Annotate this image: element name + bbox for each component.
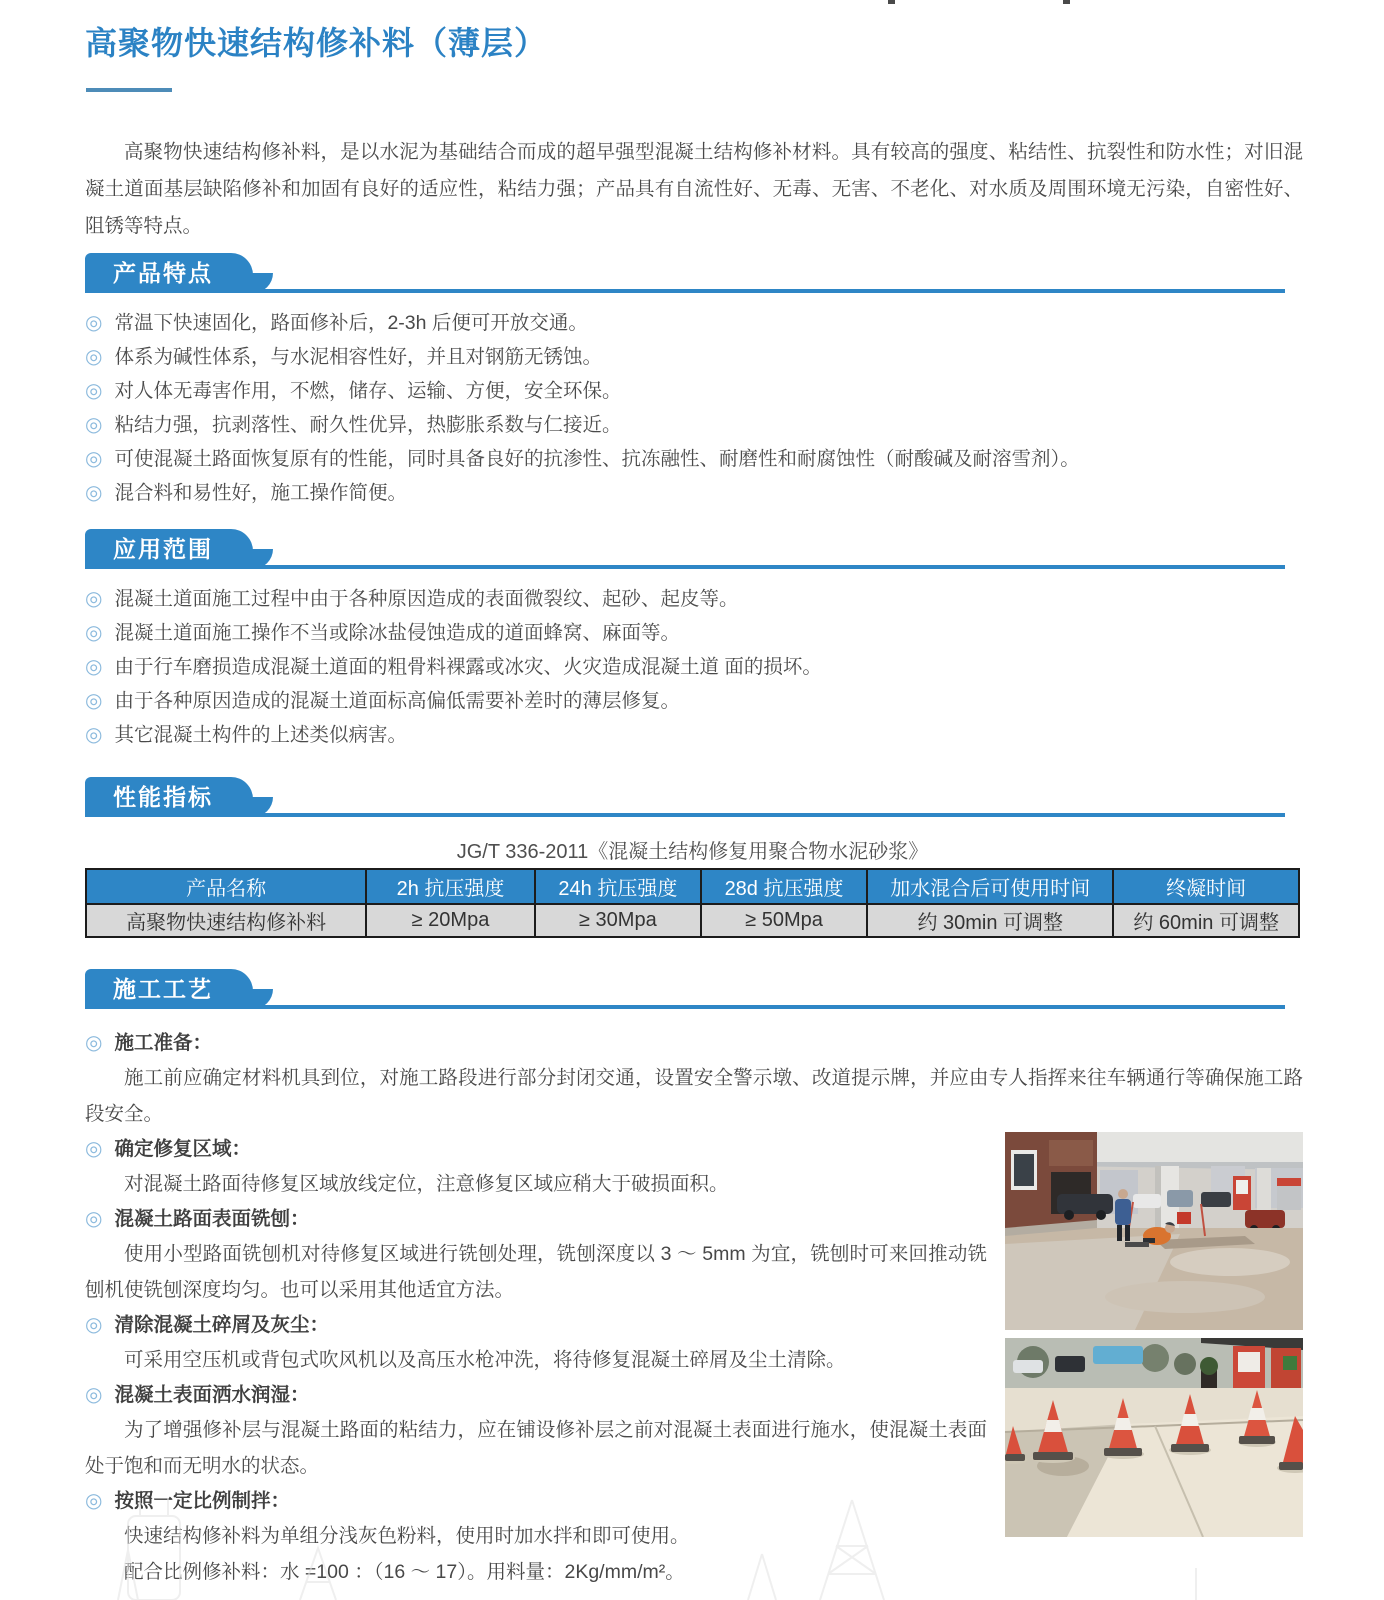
photo-traffic-cones-illustration [1005,1338,1303,1537]
bullet-icon: ◎ [85,312,103,334]
section-badge-performance: 性能指标 [85,777,253,817]
step-text: 对混凝土路面待修复区域放线定位，注意修复区域应稍大于破损面积。 [124,1173,729,1195]
step-label [85,1484,987,1518]
section-badge-applications: 应用范围 [85,529,253,569]
section-header-process [85,969,1285,1009]
section-header-applications [85,529,1285,569]
bullet-icon: ◎ [85,1384,103,1406]
process-content [85,1026,1303,1590]
list-item-text: 混凝土道面施工过程中由于各种原因造成的表面微裂纹、起砂、起皮等。 [114,588,739,610]
photo-pavement-repair-worksite [1005,1132,1303,1330]
list-item-text: 其它混凝土构件的上述类似病害。 [114,724,407,746]
list-item [85,650,1303,684]
section-badge-features: 产品特点 [85,253,253,293]
cropped-text-speck [888,0,895,4]
bullet-icon: ◎ [85,1314,103,1336]
list-item [85,306,1303,340]
section-rule [85,565,1285,569]
step-label [85,1132,987,1166]
list-item [85,616,1303,650]
step-text: 使用小型路面铣刨机对待修复区域进行铣刨处理，铣刨深度以 3 ～ 5mm 为宜，铣刨时可来回推动铣刨机使铣刨深度均匀。也可以采用其他适宜方法。 [85,1243,987,1301]
column-header: 终凝时间 [1113,869,1299,904]
column-header: 加水混合后可使用时间 [867,869,1113,904]
title-underline [86,88,172,92]
step-text: 施工前应确定材料机具到位，对施工路段进行部分封闭交通，设置安全警示墩、改道提示牌，并应由专人指挥来往车辆通行等确保施工路段安全。 [85,1067,1303,1125]
features-list [85,306,1303,510]
cropped-text-speck [1063,0,1070,4]
step-label-text: 施工准备： [114,1032,212,1054]
list-item [85,374,1303,408]
section-rule [85,289,1285,293]
bullet-icon: ◎ [85,380,103,402]
photo-pavement-repair-illustration [1005,1132,1303,1330]
list-item-text: 混合料和易性好，施工操作简便。 [114,482,407,504]
bullet-icon: ◎ [85,622,103,644]
list-item [85,684,1303,718]
step-text: 可采用空压机或背包式吹风机以及高压水枪冲洗，将待修复混凝土碎屑及尘土清除。 [124,1349,846,1371]
page-title: 高聚物快速结构修补料（薄层） [85,25,548,61]
table-header-row [86,869,1299,904]
section-rule [85,813,1285,817]
column-header: 产品名称 [86,869,366,904]
section-header-performance [85,777,1285,817]
bullet-icon: ◎ [85,690,103,712]
bullet-icon: ◎ [85,1138,103,1160]
column-header: 28d 抗压强度 [701,869,867,904]
list-item-text: 混凝土道面施工操作不当或除冰盐侵蚀造成的道面蜂窝、麻面等。 [114,622,680,644]
list-item [85,718,1303,752]
list-item-text: 粘结力强，抗剥落性、耐久性优异，热膨胀系数与仁接近。 [114,414,622,436]
list-item-text: 由于行车磨损造成混凝土道面的粗骨料裸露或冰灾、火灾造成混凝土道 面的损坏。 [114,656,822,678]
intro-paragraph: 高聚物快速结构修补料，是以水泥为基础结合而成的超早强型混凝土结构修补材料。具有较高的强度、粘结性、抗裂性和防水性；对旧混凝土道面基层缺陷修补和加固有良好的适应性，粘结力强；产品具有自流性好、无毒、无害、不老化、对水质及周围环境无污染，自密性好、阻锈等特点。 [85,141,1303,237]
table-cell: 约 30min 可调整 [867,904,1113,937]
section-rule [85,1005,1285,1009]
step-label [85,1202,987,1236]
list-item [85,442,1303,476]
list-item [85,582,1303,616]
bullet-icon: ◎ [85,656,103,678]
bullet-icon: ◎ [85,448,103,470]
photo-traffic-cones-closure [1005,1338,1303,1537]
section-badge-process: 施工工艺 [85,969,253,1009]
step-label-text: 确定修复区域： [114,1138,251,1160]
applications-list [85,582,1303,752]
table-cell: 高聚物快速结构修补料 [86,904,366,937]
step-label-text: 按照一定比例制拌： [114,1490,290,1512]
performance-table [85,868,1300,938]
list-item-text: 可使混凝土路面恢复原有的性能，同时具备良好的抗渗性、抗冻融性、耐磨性和耐腐蚀性（耐酸碱及耐溶雪剂）。 [114,448,1080,470]
table-cell: ≥ 20Mpa [366,904,535,937]
bullet-icon: ◎ [85,588,103,610]
bullet-icon: ◎ [85,482,103,504]
step-label-text: 混凝土路面表面铣刨： [114,1208,310,1230]
step-label [85,1308,987,1342]
bullet-icon: ◎ [85,414,103,436]
bullet-icon: ◎ [85,1208,103,1230]
table-caption: JG/T 336-2011《混凝土结构修复用聚合物水泥砂浆》 [456,841,929,863]
list-item [85,340,1303,374]
list-item [85,476,1303,510]
table-cell: ≥ 50Mpa [701,904,867,937]
bullet-icon: ◎ [85,724,103,746]
bullet-icon: ◎ [85,1490,103,1512]
column-header: 2h 抗压强度 [366,869,535,904]
list-item-text: 体系为碱性体系，与水泥相容性好，并且对钢筋无锈蚀。 [114,346,602,368]
list-item [85,408,1303,442]
step-label-text: 混凝土表面洒水润湿： [114,1384,310,1406]
step-label-text: 清除混凝土碎屑及灰尘： [114,1314,329,1336]
list-item-text: 常温下快速固化，路面修补后，2-3h 后便可开放交通。 [114,312,588,334]
table-cell: 约 60min 可调整 [1113,904,1299,937]
step-label [85,1378,987,1412]
list-item-text: 对人体无毒害作用，不燃，储存、运输、方便，安全环保。 [114,380,622,402]
process-photos [1005,1132,1303,1537]
bullet-icon: ◎ [85,1032,103,1054]
step-text: 配合比例修补料：水 =100 ：（16 ～ 17）。用料量：2Kg/mm/m²。 [124,1561,685,1583]
step-label [85,1026,1303,1060]
table-cell: ≥ 30Mpa [535,904,701,937]
section-header-features [85,253,1285,293]
bullet-icon: ◎ [85,346,103,368]
step-text: 快速结构修补料为单组分浅灰色粉料，使用时加水拌和即可使用。 [124,1525,690,1547]
table-row [86,904,1299,937]
list-item-text: 由于各种原因造成的混凝土道面标高偏低需要补差时的薄层修复。 [114,690,680,712]
column-header: 24h 抗压强度 [535,869,701,904]
step-text: 为了增强修补层与混凝土路面的粘结力，应在铺设修补层之前对混凝土表面进行施水，使混凝土表面处于饱和而无明水的状态。 [85,1419,987,1477]
